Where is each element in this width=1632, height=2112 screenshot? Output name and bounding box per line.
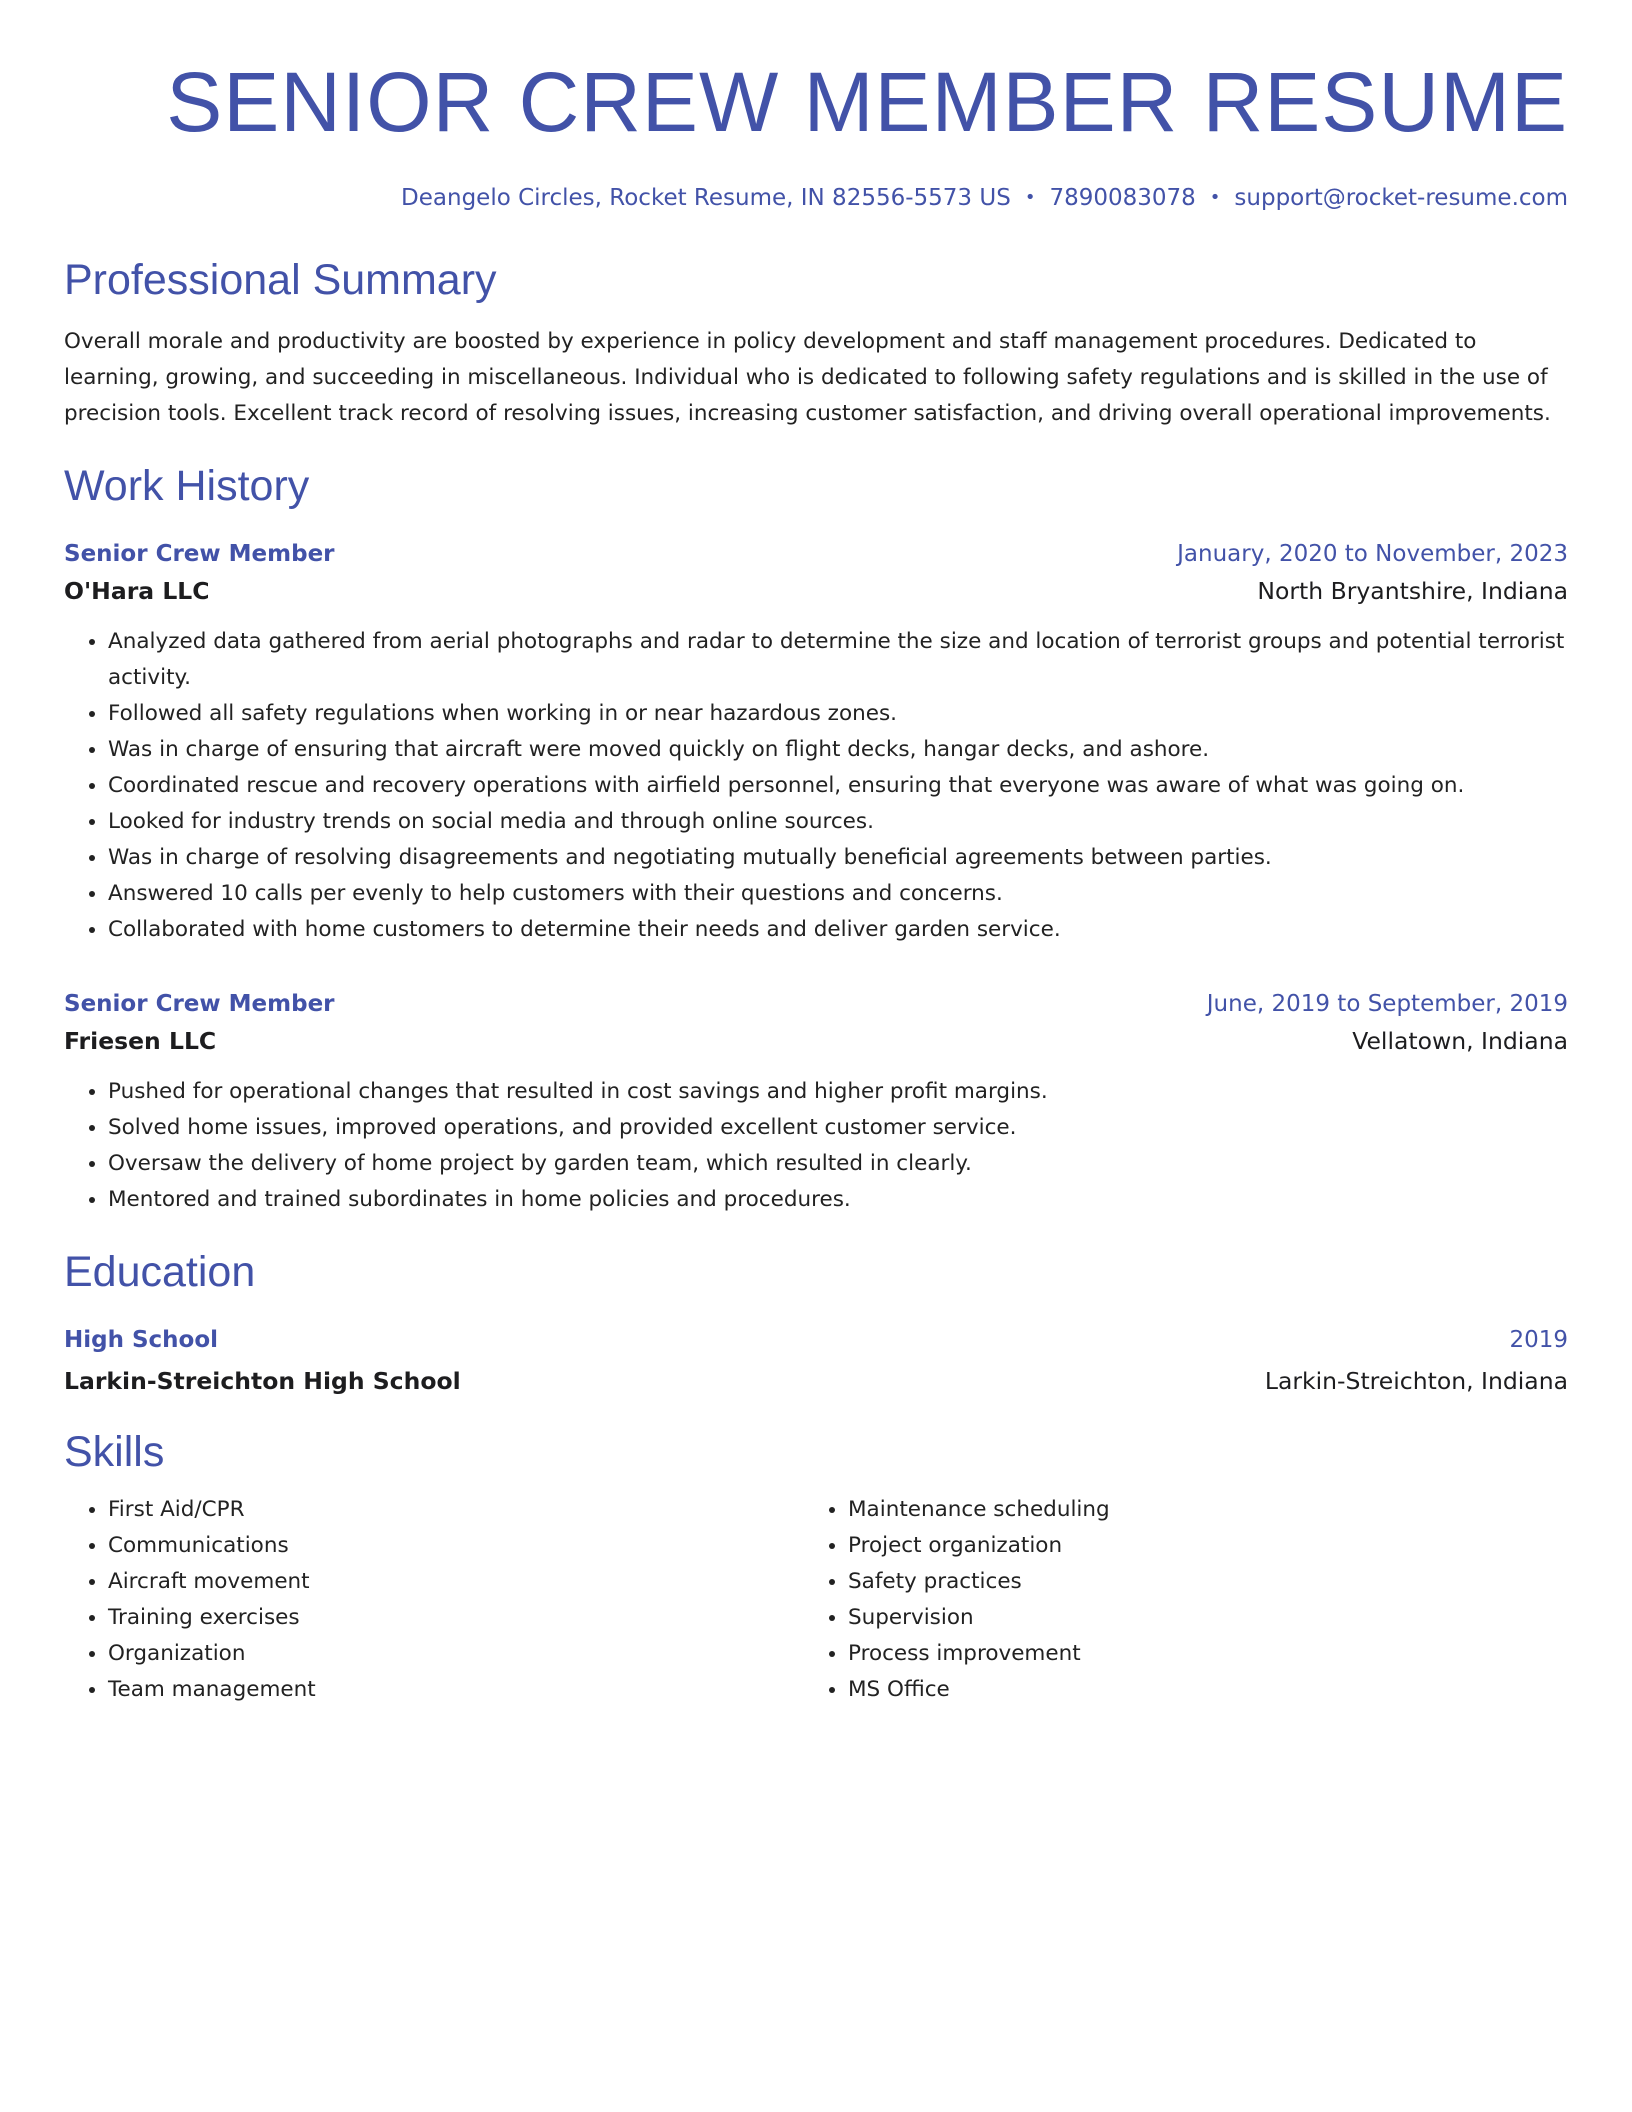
education-school-row [64, 1362, 1568, 1400]
job-bullet: • Answered 10 calls per evenly to help customers with their questions and concerns. [108, 876, 1568, 912]
education-degree: High School [64, 1327, 219, 1353]
education-section [64, 1244, 1568, 1400]
job-title-row [64, 986, 1568, 1022]
contact-separator: • [1209, 187, 1221, 208]
job-bullet: • Was in charge of ensuring that aircraft were moved quickly on flight decks, hangar decks, and ashore. [108, 732, 1568, 768]
skills-column-left [64, 1492, 804, 1708]
contact-phone: 7890083078 [1049, 185, 1196, 211]
skill-item: • First Aid/CPR [108, 1492, 804, 1528]
work-history-section [64, 458, 1568, 1218]
skills-column-right [804, 1492, 1544, 1708]
skills-grid [64, 1492, 1568, 1708]
skill-item: • Supervision [848, 1600, 1544, 1636]
job-bullet: • Collaborated with home customers to determine their needs and deliver garden service. [108, 912, 1568, 948]
skill-item: • Aircraft movement [108, 1564, 804, 1600]
skill-item: • Training exercises [108, 1600, 804, 1636]
job-entry [64, 536, 1568, 948]
job-bullet: • Mentored and trained subordinates in home policies and procedures. [108, 1182, 1568, 1218]
skills-heading: Skills [64, 1428, 165, 1476]
skill-item: • Process improvement [848, 1636, 1544, 1672]
education-school: Larkin-Streichton High School [64, 1367, 461, 1395]
summary-heading: Professional Summary [64, 256, 497, 304]
job-bullet: • Followed all safety regulations when working in or near hazardous zones. [108, 696, 1568, 732]
contact-line [64, 182, 1568, 214]
job-bullet: • Oversaw the delivery of home project by garden team, which resulted in clearly. [108, 1146, 1568, 1182]
job-company: Friesen LLC [64, 1027, 217, 1055]
education-year: 2019 [1509, 1327, 1568, 1353]
skills-list [804, 1492, 1544, 1708]
job-bullet: • Coordinated rescue and recovery operations with airfield personnel, ensuring that everyone was aware of what was going on. [108, 768, 1568, 804]
job-bullet: • Looked for industry trends on social media and through online sources. [108, 804, 1568, 840]
skill-item: • Project organization [848, 1528, 1544, 1564]
skill-item: • Maintenance scheduling [848, 1492, 1544, 1528]
summary-section [64, 252, 1568, 432]
job-title: Senior Crew Member [64, 541, 335, 567]
job-location: North Bryantshire, Indiana [1257, 577, 1568, 605]
job-entry [64, 986, 1568, 1218]
skills-section [64, 1424, 1568, 1708]
education-location: Larkin-Streichton, Indiana [1264, 1367, 1568, 1395]
contact-email[interactable]: support@rocket-resume.com [1234, 185, 1568, 211]
education-heading: Education [64, 1248, 256, 1296]
education-degree-row [64, 1322, 1568, 1358]
skill-item: • Safety practices [848, 1564, 1544, 1600]
job-title: Senior Crew Member [64, 991, 335, 1017]
skill-item: • Team management [108, 1672, 804, 1708]
resume-header [64, 0, 1568, 214]
job-bullet: • Solved home issues, improved operations, and provided excellent customer service. [108, 1110, 1568, 1146]
education-entry [64, 1322, 1568, 1400]
job-bullets [64, 624, 1568, 948]
job-dates: January, 2020 to November, 2023 [1177, 541, 1568, 567]
skills-list [64, 1492, 804, 1708]
contact-separator: • [1024, 187, 1036, 208]
job-bullet: • Analyzed data gathered from aerial photographs and radar to determine the size and location of terrorist groups and potential terrorist activity. [108, 624, 1568, 696]
job-title-row [64, 536, 1568, 572]
summary-text: Overall morale and productivity are boosted by experience in policy development and staff management procedures. Dedicated to learning, growing, and succeeding in miscellaneous. Individual who is dedicated to following safety regulations and is skilled in the use of precision tools. Excellent track record of resolving issues, increasing customer satisfaction, and driving overall operational improvements. [64, 329, 1551, 426]
job-location: Vellatown, Indiana [1352, 1027, 1568, 1055]
job-company: O'Hara LLC [64, 577, 210, 605]
skill-item: • Organization [108, 1636, 804, 1672]
resume-page [64, 0, 1568, 1708]
job-bullets [64, 1074, 1568, 1218]
job-bullet: • Pushed for operational changes that resulted in cost savings and higher profit margins. [108, 1074, 1568, 1110]
contact-address: Deangelo Circles, Rocket Resume, IN 82556-5573 US [401, 185, 1011, 211]
resume-title: SENIOR CREW MEMBER RESUME [166, 55, 1568, 149]
job-company-row [64, 572, 1568, 610]
skill-item: • Communications [108, 1528, 804, 1564]
job-dates: June, 2019 to September, 2019 [1206, 991, 1568, 1017]
work-history-heading: Work History [64, 462, 310, 510]
skill-item: • MS Office [848, 1672, 1544, 1708]
job-bullet: • Was in charge of resolving disagreements and negotiating mutually beneficial agreements between parties. [108, 840, 1568, 876]
job-company-row [64, 1022, 1568, 1060]
